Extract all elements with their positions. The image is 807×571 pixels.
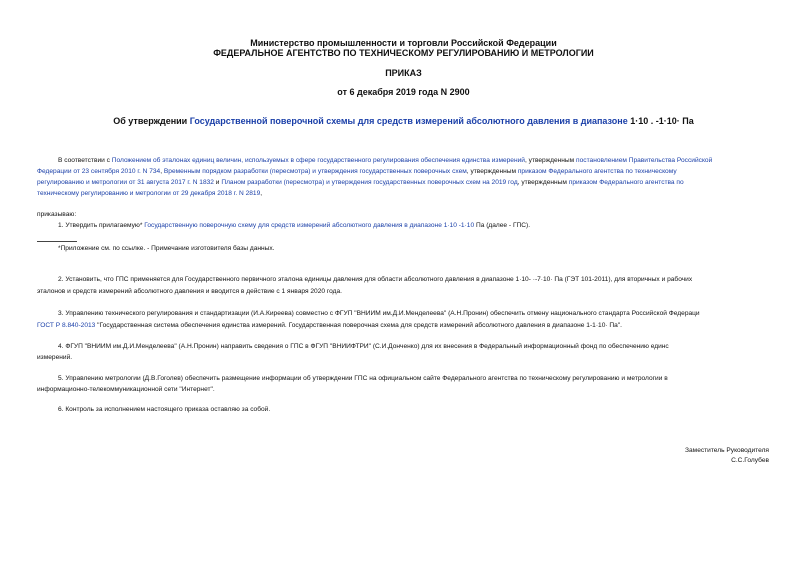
government-decree-link[interactable]: постановлением Правительства Российской — [576, 157, 713, 164]
agency-order-link[interactable]: регулированию и метрологии от 31 августа 2017 г. N 1832 — [37, 179, 214, 186]
preamble-line-1 — [58, 156, 712, 165]
item-1 — [58, 221, 530, 230]
orders-word: приказываю: — [37, 211, 77, 218]
signature-name: С.С.Голубев — [731, 457, 769, 464]
agency-order-link[interactable]: приказом Федерального агентства по техническому — [517, 168, 677, 175]
item-4-line-2: измерений. — [37, 354, 73, 361]
preamble-line-3 — [37, 178, 684, 187]
title-link[interactable]: Государственной поверочной схемы для средств измерений абсолютного давления в диапазоне — [189, 116, 628, 126]
verification-scheme-link[interactable]: Государственную поверочную схему для средств измерений абсолютного давления в диапазоне 1·10 -1·10 — [144, 222, 475, 229]
preamble-text: , утвержденным — [517, 179, 569, 186]
footnote: *Приложение см. по ссылке. - Примечание изготовителя базы данных. — [58, 245, 275, 252]
item-3-line-2 — [37, 321, 622, 330]
temporary-procedure-link[interactable]: Временным порядком разработки (пересмотра) и утверждения государственных поверочных схем — [163, 168, 467, 175]
ministry-heading: Министерство промышленности и торговли Российской Федерации — [250, 38, 557, 48]
item-text: Па (далее - ГПС). — [474, 222, 531, 229]
preamble-text: В соответствии с — [58, 157, 112, 164]
development-plan-link[interactable]: Планом разработки (пересмотра) и утверждения государственных поверочных схем на 2019 год — [221, 179, 518, 186]
preamble-text: , — [260, 190, 263, 197]
signature-position: Заместитель Руководителя — [685, 447, 769, 454]
item-5-line-1: 5. Управлению метрологии (Д.В.Гоголев) обеспечить размещение информации об утверждении ГПС на официальном сайте Федерального агентства по техническому регулированию и метрологии в — [58, 375, 668, 382]
item-2-line-2: эталонов и средств измерений абсолютного давления и вводится в действие с 1 января 2020 года. — [37, 288, 342, 295]
preamble-text: , — [160, 168, 164, 175]
item-text: 1. Утвердить прилагаемую* — [58, 222, 145, 229]
title-suffix: 1·10 . -1·10· Па — [627, 116, 694, 126]
item-2-line-1: 2. Установить, что ГПС применяется для Государственного первичного эталона единицы давления для области абсолютного давления в диапазоне 1·10- ·-7·10· Па (ГЭТ 101-2011), для вторичных и рабочих — [58, 276, 693, 283]
document-title — [0, 116, 807, 127]
title-prefix: Об утверждении — [113, 116, 190, 126]
document-type: ПРИКАЗ — [385, 68, 422, 78]
document-date: от 6 декабря 2019 года N 2900 — [337, 87, 470, 97]
preamble-line-2 — [37, 167, 677, 176]
government-decree-link[interactable]: Федерации от 23 сентября 2010 г. N 734 — [37, 168, 161, 175]
item-4-line-1: 4. ФГУП "ВНИИМ им.Д.И.Менделеева" (А.Н.Пронин) направить сведения о ГПС в ФГУП "ВНИИФТРИ" (С.И.Донченко) для их внесения в Федеральный информационный фонд по обеспечению единс — [58, 343, 669, 350]
agency-heading: ФЕДЕРАЛЬНОЕ АГЕНТСТВО ПО ТЕХНИЧЕСКОМУ РЕГУЛИРОВАНИЮ И МЕТРОЛОГИИ — [213, 48, 594, 58]
footnote-divider — [37, 241, 77, 242]
item-text: "Государственная система обеспечения единства измерений. Государственная поверочная схема для средств измерений абсолютного давления в диапазоне 1-1·10· Па". — [95, 322, 622, 329]
item-5-line-2: информационно-телекоммуникационной сети "Интернет". — [37, 386, 215, 393]
agency-order-link[interactable]: техническому регулированию и метрологии от 29 декабря 2018 г. N 2819 — [37, 190, 261, 197]
preamble-text: , утвержденным — [524, 157, 577, 164]
preamble-line-4 — [37, 189, 262, 198]
agency-order-link[interactable]: приказом Федерального агентства по — [568, 179, 684, 186]
preamble-text: , утвержденным — [466, 168, 518, 175]
item-3-line-1: 3. Управлению технического регулирования и стандартизации (И.А.Киреева) совместно с ФГУП "ВНИИМ им.Д.И.Менделеева" (А.Н.Пронин) обеспечить отмену национального стандарта Российской Федераци — [58, 310, 700, 317]
item-6: 6. Контроль за исполнением настоящего приказа оставляю за собой. — [58, 406, 271, 413]
preamble-text: и — [213, 179, 222, 186]
gost-standard-link[interactable]: ГОСТ Р 8.840-2013 — [37, 322, 96, 329]
regulation-link[interactable]: Положением об эталонах единиц величин, используемых в сфере государственного регулирования обеспечения единства измерений — [111, 157, 525, 164]
